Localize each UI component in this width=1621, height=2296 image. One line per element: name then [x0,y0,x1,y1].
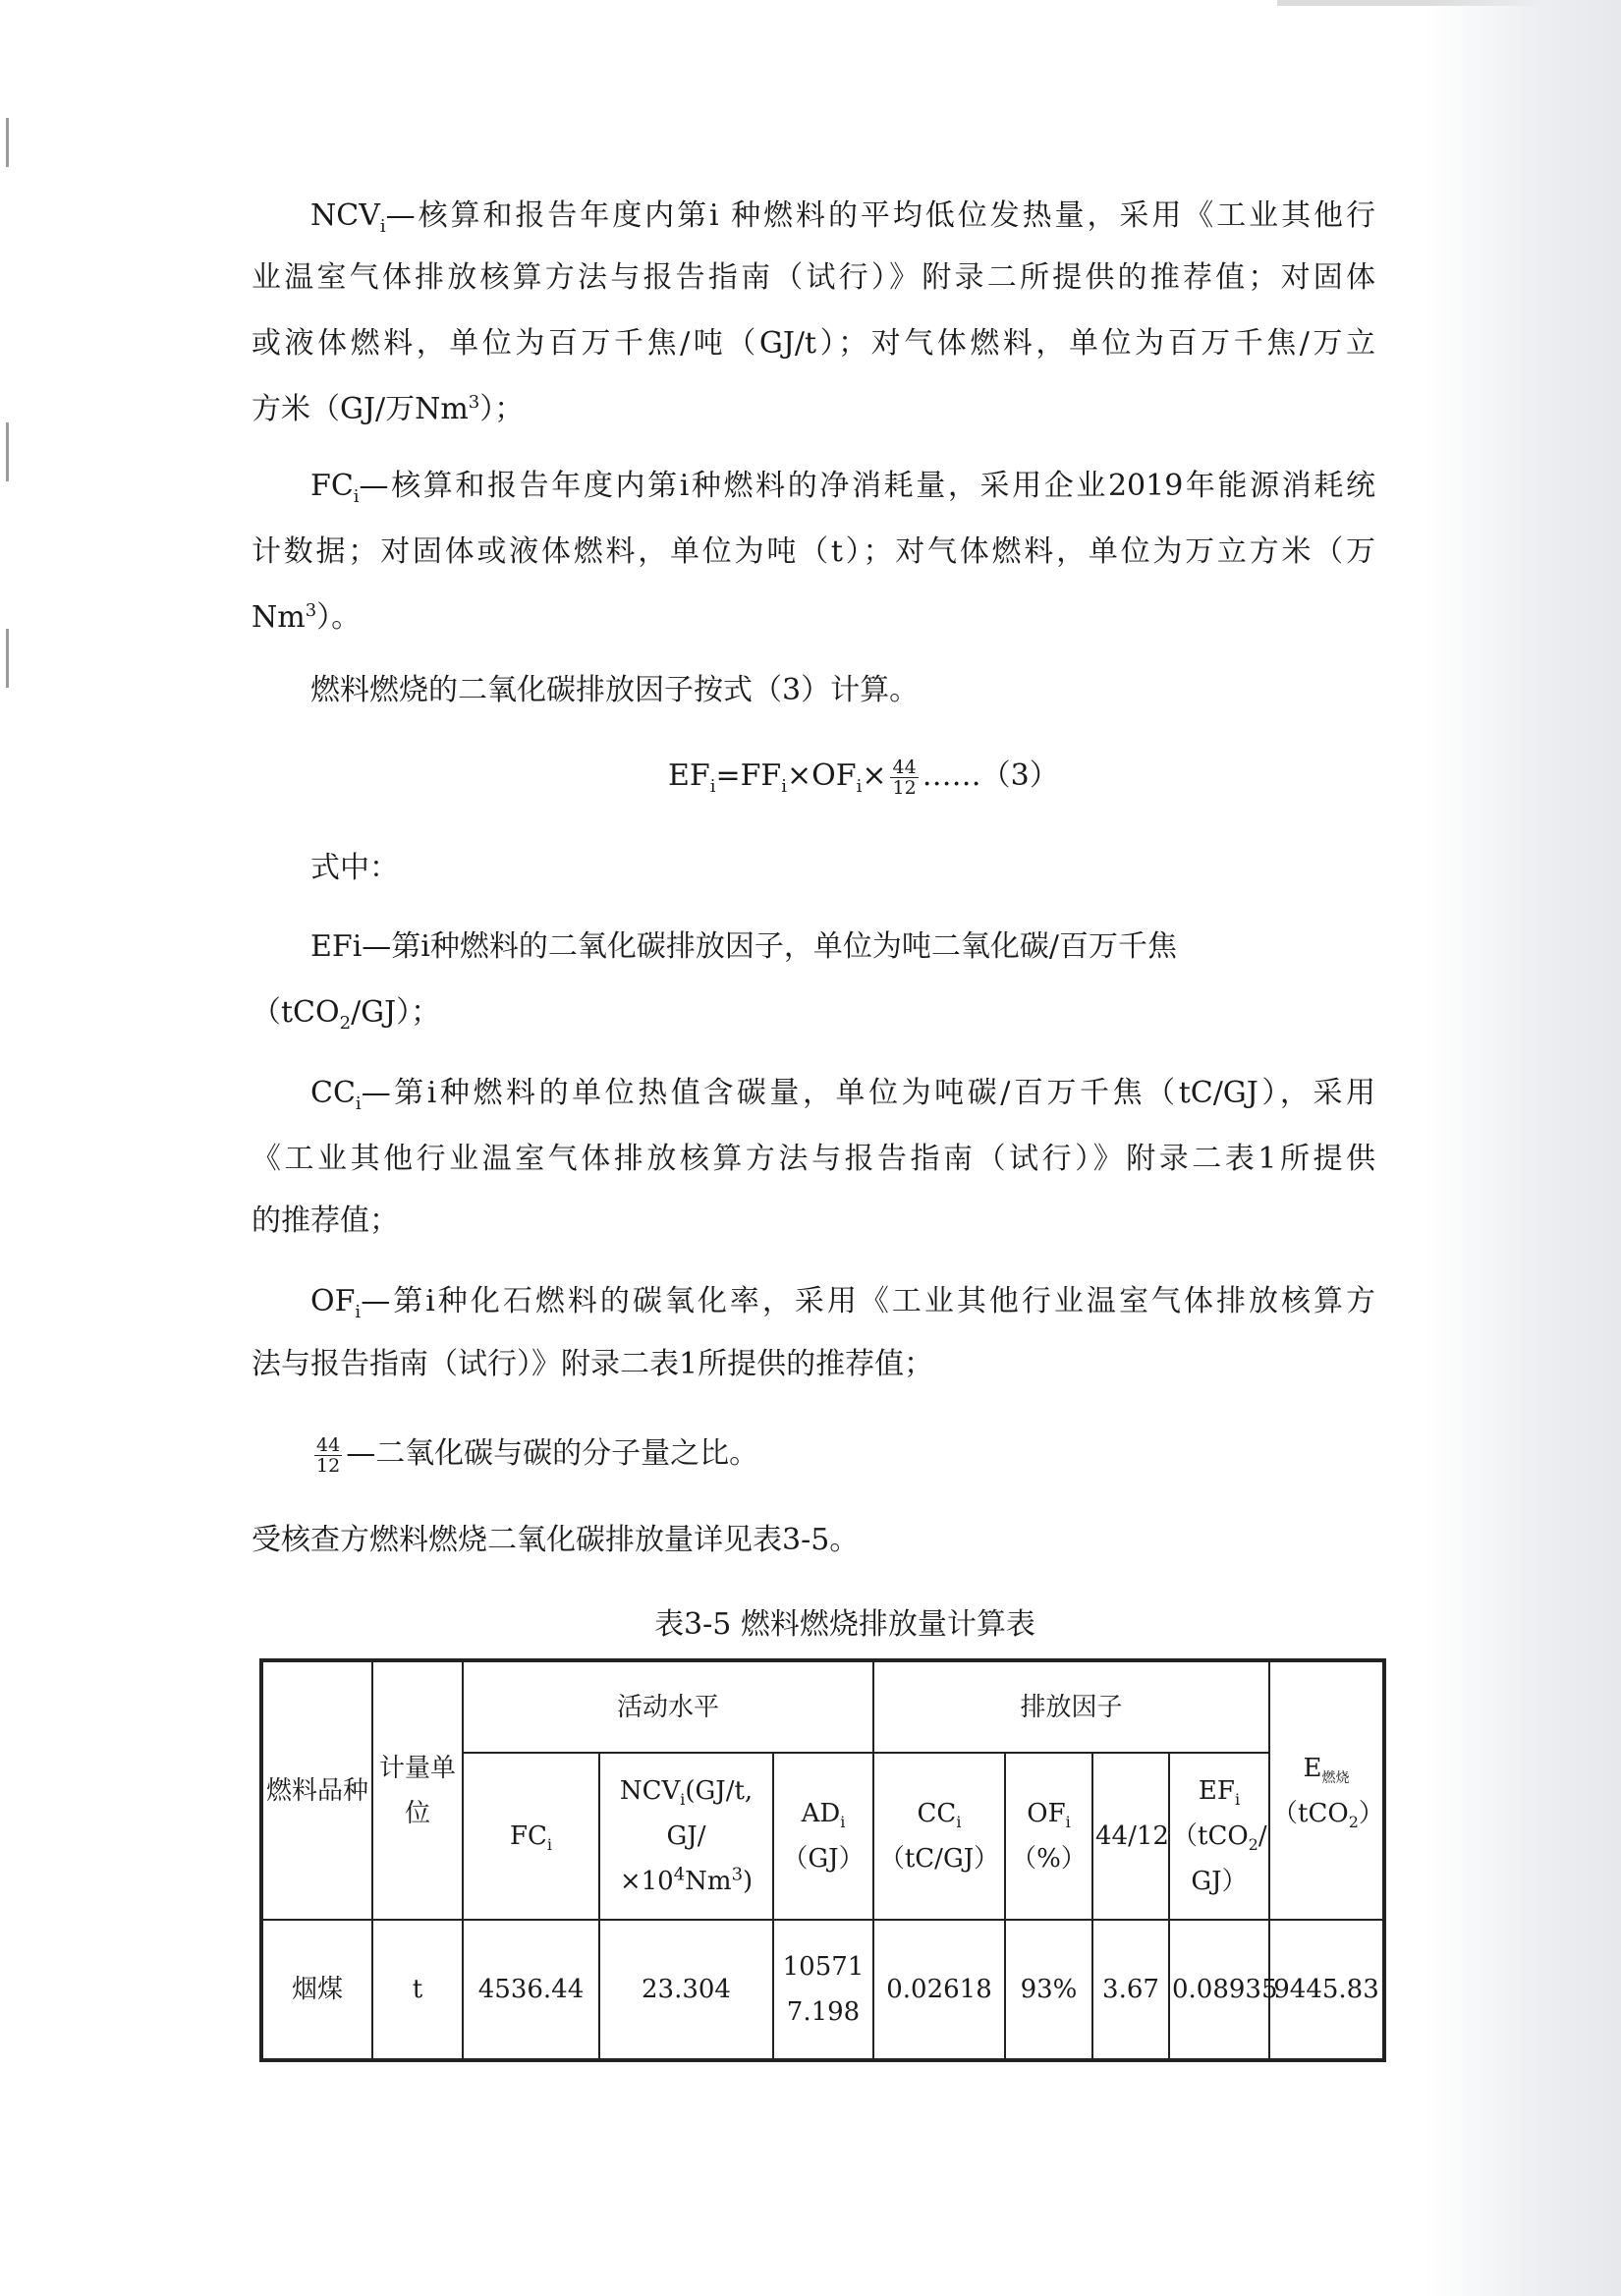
para-of-line: 法与报告指南（试行）》附录二表1所提供的推荐值； [252,1347,934,1381]
cell-ncv: 23.304 [599,1920,773,2060]
cell-e: 9445.83 [1269,1920,1384,2060]
fraction-44-12: $\frac{44}{12}$ [316,1433,341,1477]
para-ratio: $\frac{44}{12}$ —二氧化碳与碳的分子量之比。 [316,1433,759,1477]
header-ncv: $NCV_i(GJ/t$, $GJ/\times 10^4Nm^3$) [599,1753,773,1920]
fraction-44-12: $\frac{44}{12}$ [892,756,917,799]
header-of: $OF_i$ （%） [1005,1753,1092,1920]
para-cc-line: 《工业其他行业温室气体排放核算方法与报告指南（试行）》附录二表1所提供 [252,1142,1375,1176]
emission-table [259,1658,1386,2062]
para-ef-intro: 燃料燃烧的二氧化碳排放因子按式（3）计算。 [310,673,920,707]
cell-ef: 0.08935 [1169,1920,1269,2060]
para-ncv-line: 业温室气体排放核算方法与报告指南（试行）》附录二所提供的推荐值；对固体 [252,260,1375,295]
scan-mark [6,118,9,167]
header-fuel: 燃料品种 [261,1660,372,1920]
where-label: 式中： [310,851,399,885]
cell-cc: 0.02618 [873,1920,1005,2060]
para-cc-line: $CC_i—$第i种燃料的单位热值含碳量，单位为吨碳/百万千焦（tC/GJ），采用 [310,1076,1375,1114]
scan-mark [6,629,9,688]
header-ad: $AD_i$ （GJ） [773,1753,873,1920]
table-caption: 表3-5 燃料燃烧排放量计算表 [654,1607,1035,1642]
para-fc-line: $FC_i—$核算和报告年度内第i种燃料的净消耗量，采用企业2019年能源消耗统 [310,469,1375,507]
table-row [261,1920,1384,2060]
scan-shadow [1425,0,1621,2296]
para-of-line: $OF_i—$第i种化石燃料的碳氧化率，采用《工业其他行业温室气体排放核算方 [310,1284,1375,1322]
cell-fuel: 烟煤 [261,1920,372,2060]
para-fc-line: Nm$^3$）。 [252,600,362,635]
para-efi-line: （tCO$_2$/GJ）； [252,995,441,1034]
header-cc: $CC_i$ （tC/GJ） [873,1753,1005,1920]
header-ef: $EF_i$ （tCO$_2$/ GJ） [1169,1753,1269,1920]
cell-fc: 4536.44 [463,1920,599,2060]
header-emission: $E_{燃烧}$ （tCO$_2$） [1269,1660,1384,1920]
header-fc: $FC_i$ [463,1753,599,1920]
para-cc-line: 的推荐值； [252,1204,399,1238]
scan-mark [6,422,9,481]
header-unit: 计量单位 [372,1660,463,1920]
header-activity: 活动水平 [463,1660,873,1753]
cell-of: 93% [1005,1920,1092,2060]
para-ncv-line: 或液体燃料，单位为百万千焦/吨（GJ/t）；对气体燃料，单位为百万千焦/万立 [252,326,1375,361]
header-factor: 排放因子 [873,1660,1269,1753]
formula-3: $EF_i=FF_i\times OF_i\times$ $\frac{44}{12}$ ……（3） [668,756,1059,799]
para-ncv-line: $NCV_i—$核算和报告年度内第i 种燃料的平均低位发热量，采用《工业其他行 [310,198,1375,237]
para-efi-line: EFi—第i种燃料的二氧化碳排放因子，单位为吨二氧化碳/百万千焦 [310,929,1178,964]
para-table-ref: 受核查方燃料燃烧二氧化碳排放量详见表3-5。 [252,1523,860,1557]
cell-unit: t [372,1920,463,2060]
cell-ad: 105717.198 [773,1920,873,2060]
para-fc-line: 计数据；对固体或液体燃料，单位为吨（t）；对气体燃料，单位为万立方米（万 [252,534,1375,569]
para-ncv-line: 方米（GJ/万Nm$^3$）； [252,392,525,426]
cell-ratio: 3.67 [1092,1920,1169,2060]
header-ratio: 44/12 [1092,1753,1169,1920]
